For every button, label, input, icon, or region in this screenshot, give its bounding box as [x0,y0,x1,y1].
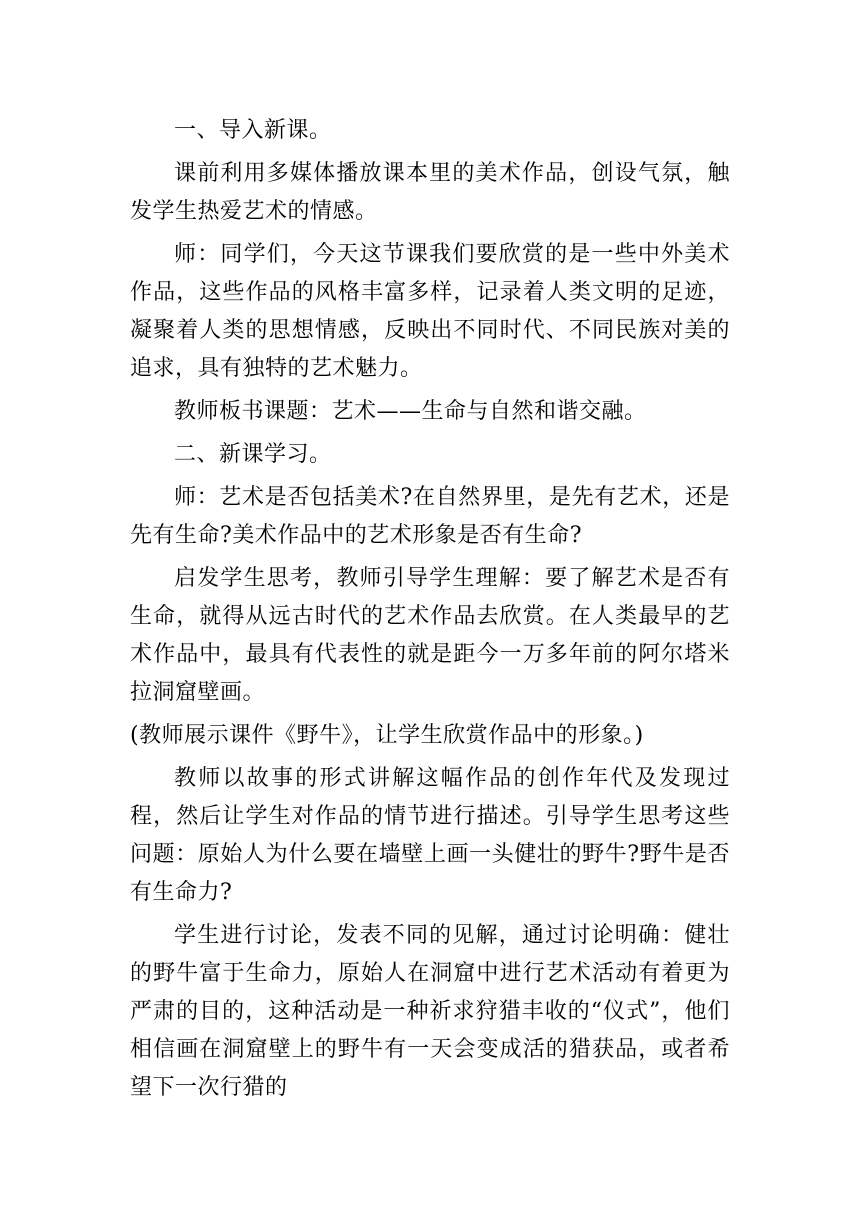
paragraph-teacher-question: 师：艺术是否包括美术?在自然界里，是先有艺术，还是先有生命?美术作品中的艺术形象是否有生命? [130,485,730,548]
document-body [130,112,730,1112]
paragraph-intro-heading: 一、导入新课。 [174,118,332,143]
paragraph-board-title: 教师板书课题：艺术——生命与自然和谐交融。 [174,399,647,424]
paragraph-new-lesson-heading: 二、新课学习。 [174,442,332,467]
paragraph-teacher-opening: 师：同学们，今天这节课我们要欣赏的是一些中外美术作品，这些作品的风格丰富多样，记录着人类文明的足迹，凝聚着人类的思想情感，反映出不同时代、不同民族对美的追求，具有独特的艺术魅力。 [130,242,730,381]
paragraph-intro-activity: 课前利用多媒体播放课本里的美术作品，创设气氛，触发学生热爱艺术的情感。 [130,161,730,224]
paragraph-story-explanation: 教师以故事的形式讲解这幅作品的创作年代及发现过程，然后让学生对作品的情节进行描述。引导学生思考这些问题：原始人为什么要在墙壁上画一头健壮的野牛?野牛是否有生命力? [130,766,730,905]
paragraph-courseware-note: (教师展示课件《野牛》，让学生欣赏作品中的形象。) [130,723,644,748]
paragraph-guidance: 启发学生思考，教师引导学生理解：要了解艺术是否有生命，就得从远古时代的艺术作品去欣赏。在人类最早的艺术作品中，最具有代表性的就是距今一万多年前的阿尔塔米拉洞窟壁画。 [130,566,730,705]
paragraph-student-discussion: 学生进行讨论，发表不同的见解，通过讨论明确：健壮的野牛富于生命力，原始人在洞窟中进行艺术活动有着更为严肃的目的，这种活动是一种祈求狩猎丰收的“仪式”，他们相信画在洞窟壁上的野牛有一天会变成活的猎获品，或者希望下一次行猎的 [130,923,730,1100]
